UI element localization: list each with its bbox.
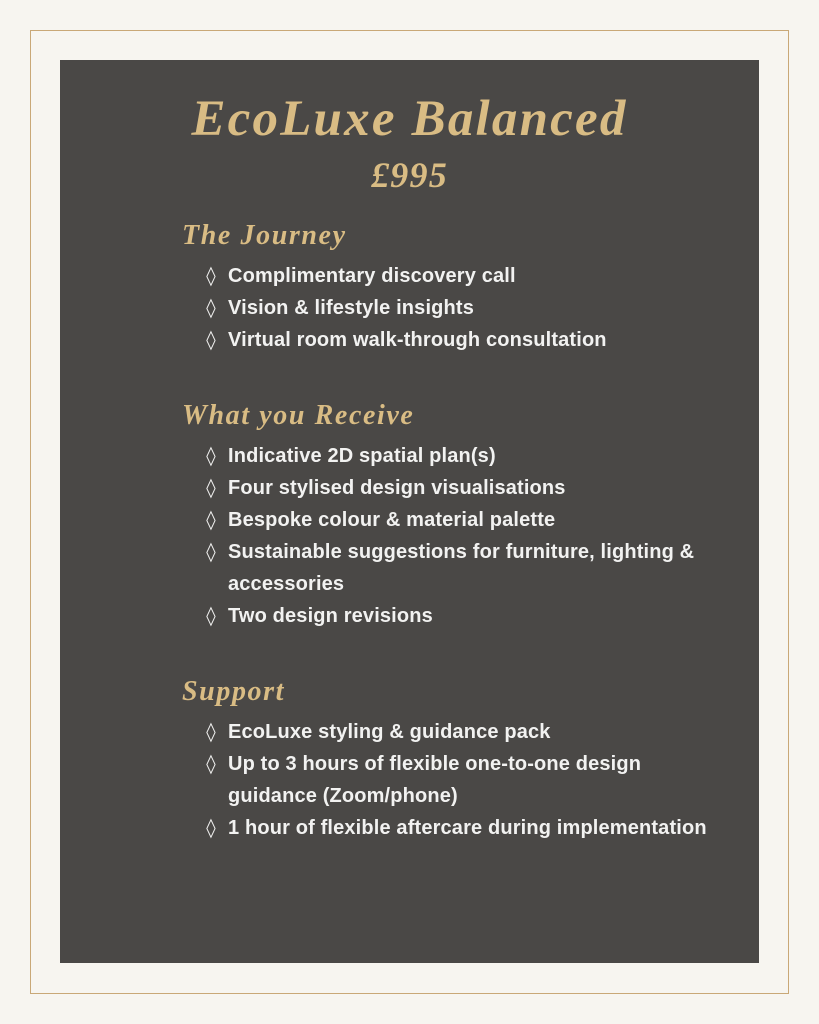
bullet-list (60, 440, 759, 632)
list-item (206, 716, 719, 748)
section-support (60, 676, 759, 844)
section-heading: Support (182, 675, 286, 707)
section-what-you-receive (60, 400, 759, 632)
bullet-list (60, 260, 759, 356)
list-item (206, 536, 719, 600)
section-heading: What you Receive (182, 399, 415, 431)
bullet-list (60, 716, 759, 844)
list-item-label: Vision & lifestyle insights (228, 296, 474, 319)
card-header (60, 60, 759, 196)
lozenge-bullet-icon: ◊ (206, 264, 216, 287)
section-heading: The Journey (182, 219, 347, 251)
list-item-label: Up to 3 hours of flexible one-to-one design guidance (Zoom/phone) (228, 752, 642, 807)
list-item (206, 600, 719, 632)
lozenge-bullet-icon: ◊ (206, 508, 216, 531)
list-item (206, 748, 719, 812)
list-item (206, 324, 719, 356)
lozenge-bullet-icon: ◊ (206, 540, 216, 563)
list-item-label: Sustainable suggestions for furniture, lighting & accessories (228, 540, 695, 595)
list-item (206, 292, 719, 324)
list-item (206, 440, 719, 472)
list-item-label: Bespoke colour & material palette (228, 508, 556, 531)
lozenge-bullet-icon: ◊ (206, 444, 216, 467)
sections-container (60, 196, 759, 844)
list-item (206, 260, 719, 292)
list-item-label: Complimentary discovery call (228, 264, 516, 287)
section-the-journey (60, 220, 759, 356)
list-item (206, 472, 719, 504)
lozenge-bullet-icon: ◊ (206, 296, 216, 319)
lozenge-bullet-icon: ◊ (206, 328, 216, 351)
lozenge-bullet-icon: ◊ (206, 816, 216, 839)
lozenge-bullet-icon: ◊ (206, 604, 216, 627)
list-item-label: EcoLuxe styling & guidance pack (228, 720, 551, 743)
lozenge-bullet-icon: ◊ (206, 720, 216, 743)
package-title: EcoLuxe Balanced (191, 91, 628, 147)
pricing-card (60, 60, 759, 963)
package-price: £995 (371, 155, 448, 196)
list-item (206, 812, 719, 844)
list-item (206, 504, 719, 536)
lozenge-bullet-icon: ◊ (206, 476, 216, 499)
list-item-label: 1 hour of flexible aftercare during implementation (228, 816, 707, 839)
lozenge-bullet-icon: ◊ (206, 752, 216, 775)
list-item-label: Virtual room walk-through consultation (228, 328, 607, 351)
list-item-label: Two design revisions (228, 604, 433, 627)
list-item-label: Indicative 2D spatial plan(s) (228, 444, 496, 467)
list-item-label: Four stylised design visualisations (228, 476, 566, 499)
